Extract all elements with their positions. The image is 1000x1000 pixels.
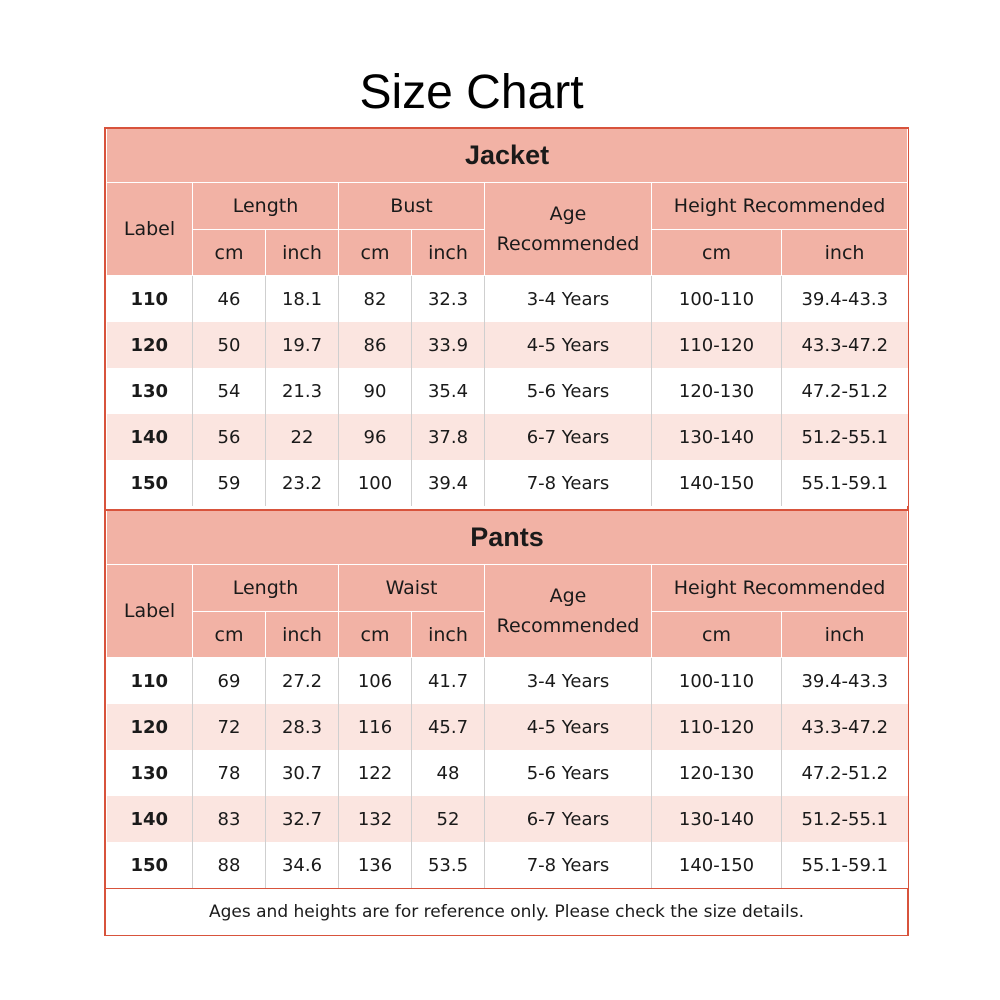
label-cell: 130 bbox=[107, 368, 193, 414]
height-cm-cell: 100-110 bbox=[652, 276, 782, 323]
label-cell: 120 bbox=[107, 322, 193, 368]
label-cell: 140 bbox=[107, 796, 193, 842]
table-row bbox=[107, 368, 908, 414]
age-cell: 5-6 Years bbox=[485, 368, 652, 414]
length-inch-cell: 18.1 bbox=[266, 276, 339, 323]
waist-cm-cell: 136 bbox=[339, 842, 412, 888]
length-inch-cell: 19.7 bbox=[266, 322, 339, 368]
table-row bbox=[107, 658, 908, 705]
length-cm-cell: 50 bbox=[193, 322, 266, 368]
waist-inch-cell: 52 bbox=[412, 796, 485, 842]
page-title: Size Chart bbox=[359, 66, 584, 119]
label-cell: 150 bbox=[107, 460, 193, 506]
label-cell: 120 bbox=[107, 704, 193, 750]
label-header: Label bbox=[107, 565, 193, 658]
length-cm-cell: 46 bbox=[193, 276, 266, 323]
length-cm-header: cm bbox=[193, 612, 266, 658]
bust-inch-cell: 33.9 bbox=[412, 322, 485, 368]
height-cm-cell: 140-150 bbox=[652, 460, 782, 506]
height-inch-header: inch bbox=[782, 230, 908, 276]
height-cm-header: cm bbox=[652, 230, 782, 276]
length-cm-cell: 54 bbox=[193, 368, 266, 414]
table-row bbox=[107, 750, 908, 796]
length-header: Length bbox=[193, 183, 339, 230]
age-cell: 3-4 Years bbox=[485, 276, 652, 323]
height-cm-cell: 130-140 bbox=[652, 796, 782, 842]
height-cm-cell: 120-130 bbox=[652, 368, 782, 414]
length-inch-cell: 28.3 bbox=[266, 704, 339, 750]
length-cm-header: cm bbox=[193, 230, 266, 276]
label-cell: 130 bbox=[107, 750, 193, 796]
waist-inch-cell: 45.7 bbox=[412, 704, 485, 750]
table-row bbox=[107, 460, 908, 506]
bust-inch-cell: 37.8 bbox=[412, 414, 485, 460]
jacket-rows bbox=[107, 276, 908, 507]
label-cell: 110 bbox=[107, 658, 193, 705]
length-cm-cell: 69 bbox=[193, 658, 266, 705]
height-inch-cell: 39.4-43.3 bbox=[782, 658, 908, 705]
height-cm-header: cm bbox=[652, 612, 782, 658]
length-cm-cell: 72 bbox=[193, 704, 266, 750]
table-row bbox=[107, 322, 908, 368]
height-cm-cell: 110-120 bbox=[652, 704, 782, 750]
table-row bbox=[107, 842, 908, 888]
age-cell: 4-5 Years bbox=[485, 322, 652, 368]
waist-header: Waist bbox=[339, 565, 485, 612]
table-row bbox=[107, 704, 908, 750]
bust-inch-cell: 35.4 bbox=[412, 368, 485, 414]
age-cell: 6-7 Years bbox=[485, 796, 652, 842]
label-header: Label bbox=[107, 183, 193, 276]
bust-cm-header: cm bbox=[339, 230, 412, 276]
bust-inch-cell: 32.3 bbox=[412, 276, 485, 323]
table-row bbox=[107, 276, 908, 323]
length-cm-cell: 83 bbox=[193, 796, 266, 842]
height-inch-cell: 47.2-51.2 bbox=[782, 368, 908, 414]
length-cm-cell: 78 bbox=[193, 750, 266, 796]
length-inch-header: inch bbox=[266, 230, 339, 276]
jacket-section-title: Jacket bbox=[107, 129, 908, 183]
bust-cm-cell: 96 bbox=[339, 414, 412, 460]
bust-inch-header: inch bbox=[412, 230, 485, 276]
age-cell: 3-4 Years bbox=[485, 658, 652, 705]
length-inch-cell: 27.2 bbox=[266, 658, 339, 705]
footnote: Ages and heights are for reference only. Please check the size details. bbox=[106, 888, 907, 935]
height-inch-cell: 39.4-43.3 bbox=[782, 276, 908, 323]
length-cm-cell: 56 bbox=[193, 414, 266, 460]
waist-inch-cell: 41.7 bbox=[412, 658, 485, 705]
waist-inch-header: inch bbox=[412, 612, 485, 658]
age-cell: 7-8 Years bbox=[485, 842, 652, 888]
height-inch-cell: 51.2-55.1 bbox=[782, 414, 908, 460]
jacket-table bbox=[106, 129, 908, 506]
height-inch-cell: 43.3-47.2 bbox=[782, 704, 908, 750]
label-cell: 110 bbox=[107, 276, 193, 323]
age-recommended-header: Age Recommended bbox=[485, 565, 652, 658]
age-cell: 5-6 Years bbox=[485, 750, 652, 796]
height-cm-cell: 120-130 bbox=[652, 750, 782, 796]
height-recommended-header: Height Recommended bbox=[652, 183, 908, 230]
label-cell: 140 bbox=[107, 414, 193, 460]
age-recommended-header: Age Recommended bbox=[485, 183, 652, 276]
height-inch-cell: 47.2-51.2 bbox=[782, 750, 908, 796]
waist-cm-cell: 116 bbox=[339, 704, 412, 750]
height-cm-cell: 100-110 bbox=[652, 658, 782, 705]
waist-cm-header: cm bbox=[339, 612, 412, 658]
bust-cm-cell: 86 bbox=[339, 322, 412, 368]
length-inch-cell: 34.6 bbox=[266, 842, 339, 888]
pants-rows bbox=[107, 658, 908, 889]
table-row bbox=[107, 414, 908, 460]
height-inch-header: inch bbox=[782, 612, 908, 658]
age-cell: 4-5 Years bbox=[485, 704, 652, 750]
height-recommended-header: Height Recommended bbox=[652, 565, 908, 612]
length-inch-cell: 23.2 bbox=[266, 460, 339, 506]
height-cm-cell: 110-120 bbox=[652, 322, 782, 368]
bust-inch-cell: 39.4 bbox=[412, 460, 485, 506]
bust-header: Bust bbox=[339, 183, 485, 230]
pants-section-title: Pants bbox=[107, 511, 908, 565]
pants-table bbox=[106, 511, 908, 888]
length-inch-cell: 22 bbox=[266, 414, 339, 460]
height-cm-cell: 130-140 bbox=[652, 414, 782, 460]
length-cm-cell: 88 bbox=[193, 842, 266, 888]
bust-cm-cell: 82 bbox=[339, 276, 412, 323]
height-cm-cell: 140-150 bbox=[652, 842, 782, 888]
height-inch-cell: 43.3-47.2 bbox=[782, 322, 908, 368]
bust-cm-cell: 90 bbox=[339, 368, 412, 414]
waist-inch-cell: 48 bbox=[412, 750, 485, 796]
age-cell: 7-8 Years bbox=[485, 460, 652, 506]
label-cell: 150 bbox=[107, 842, 193, 888]
age-cell: 6-7 Years bbox=[485, 414, 652, 460]
length-inch-cell: 21.3 bbox=[266, 368, 339, 414]
height-inch-cell: 55.1-59.1 bbox=[782, 460, 908, 506]
table-row bbox=[107, 796, 908, 842]
waist-cm-cell: 122 bbox=[339, 750, 412, 796]
height-inch-cell: 51.2-55.1 bbox=[782, 796, 908, 842]
length-inch-header: inch bbox=[266, 612, 339, 658]
bust-cm-cell: 100 bbox=[339, 460, 412, 506]
length-header: Length bbox=[193, 565, 339, 612]
waist-cm-cell: 106 bbox=[339, 658, 412, 705]
length-inch-cell: 32.7 bbox=[266, 796, 339, 842]
length-cm-cell: 59 bbox=[193, 460, 266, 506]
size-chart bbox=[104, 127, 909, 936]
height-inch-cell: 55.1-59.1 bbox=[782, 842, 908, 888]
waist-cm-cell: 132 bbox=[339, 796, 412, 842]
waist-inch-cell: 53.5 bbox=[412, 842, 485, 888]
length-inch-cell: 30.7 bbox=[266, 750, 339, 796]
